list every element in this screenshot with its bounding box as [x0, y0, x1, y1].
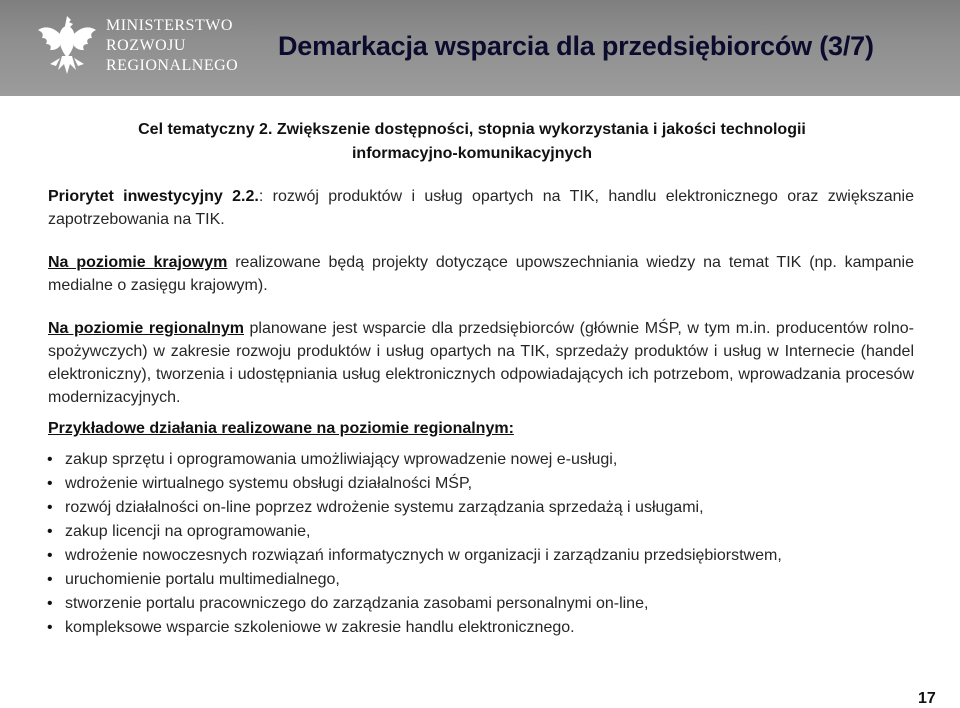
slide-header [0, 0, 960, 96]
examples-list [48, 448, 914, 640]
regional-paragraph [48, 317, 914, 409]
slide-content [48, 118, 914, 640]
regional-label: Na poziomie regionalnym [48, 320, 244, 337]
list-item: • stworzenie portalu pracowniczego do zarządzania zasobami personalnymi on-line, [48, 592, 914, 616]
ministry-line-3: REGIONALNEGO [106, 57, 239, 74]
thematic-goal [30, 118, 914, 166]
slide-title: Demarkacja wsparcia dla przedsiębiorców (3/7) [278, 31, 874, 61]
list-item: • uruchomienie portalu multimedialnego, [48, 568, 914, 592]
page-number: 17 [918, 690, 936, 707]
eagle-emblem-icon [36, 12, 98, 80]
priority-label: Priorytet inwestycyjny 2.2. [48, 188, 259, 205]
priority-paragraph [48, 185, 914, 231]
national-text: realizowane będą projekty dotyczące upowszechniania wiedzy na temat TIK (np. kampanie medialne o zasięgu krajowym). [48, 254, 915, 294]
ministry-line-1: MINISTERSTWO [106, 17, 233, 34]
thematic-goal-line-1: Cel tematyczny 2. Zwiększenie dostępności, stopnia wykorzystania i jakości technologii [138, 121, 806, 138]
list-item: • kompleksowe wsparcie szkoleniowe w zakresie handlu elektronicznego. [48, 616, 914, 640]
list-item: • wdrożenie nowoczesnych rozwiązań informatycznych w organizacji i zarządzaniu przedsiębiorstwem, [48, 544, 914, 568]
regional-text: planowane jest wsparcie dla przedsiębiorców (głównie MŚP, w tym m.in. producentów rolno-spożywczych) w zakresie rozwoju produktów i usług opartych na TIK, sprzedaży produktów i usług w Internecie (handel elektroniczny), tworzenia i udostępniania usług elektronicznych odpowiadających ich potrzebom, wprowadzania procesów modernizacyjnych. [48, 320, 914, 406]
national-paragraph [48, 251, 914, 297]
thematic-goal-line-2: informacyjno-komunikacyjnych [351, 145, 593, 162]
national-label: Na poziomie krajowym [48, 254, 228, 271]
list-item: • zakup sprzętu i oprogramowania umożliwiający wprowadzenie nowej e-usługi, [48, 448, 914, 472]
list-item: • rozwój działalności on-line poprzez wdrożenie systemu zarządzania sprzedażą i usługami, [48, 496, 914, 520]
list-item: • zakup licencji na oprogramowanie, [48, 520, 914, 544]
priority-text: : rozwój produktów i usług opartych na TIK, handlu elektronicznego oraz zwiększanie zapotrzebowania na TIK. [48, 188, 914, 228]
ministry-line-2: ROZWOJU [106, 37, 186, 54]
ministry-logo-text [106, 16, 238, 76]
examples-heading: Przykładowe działania realizowane na poziomie regionalnym: [48, 420, 514, 437]
list-item: • wdrożenie wirtualnego systemu obsługi działalności MŚP, [48, 472, 914, 496]
